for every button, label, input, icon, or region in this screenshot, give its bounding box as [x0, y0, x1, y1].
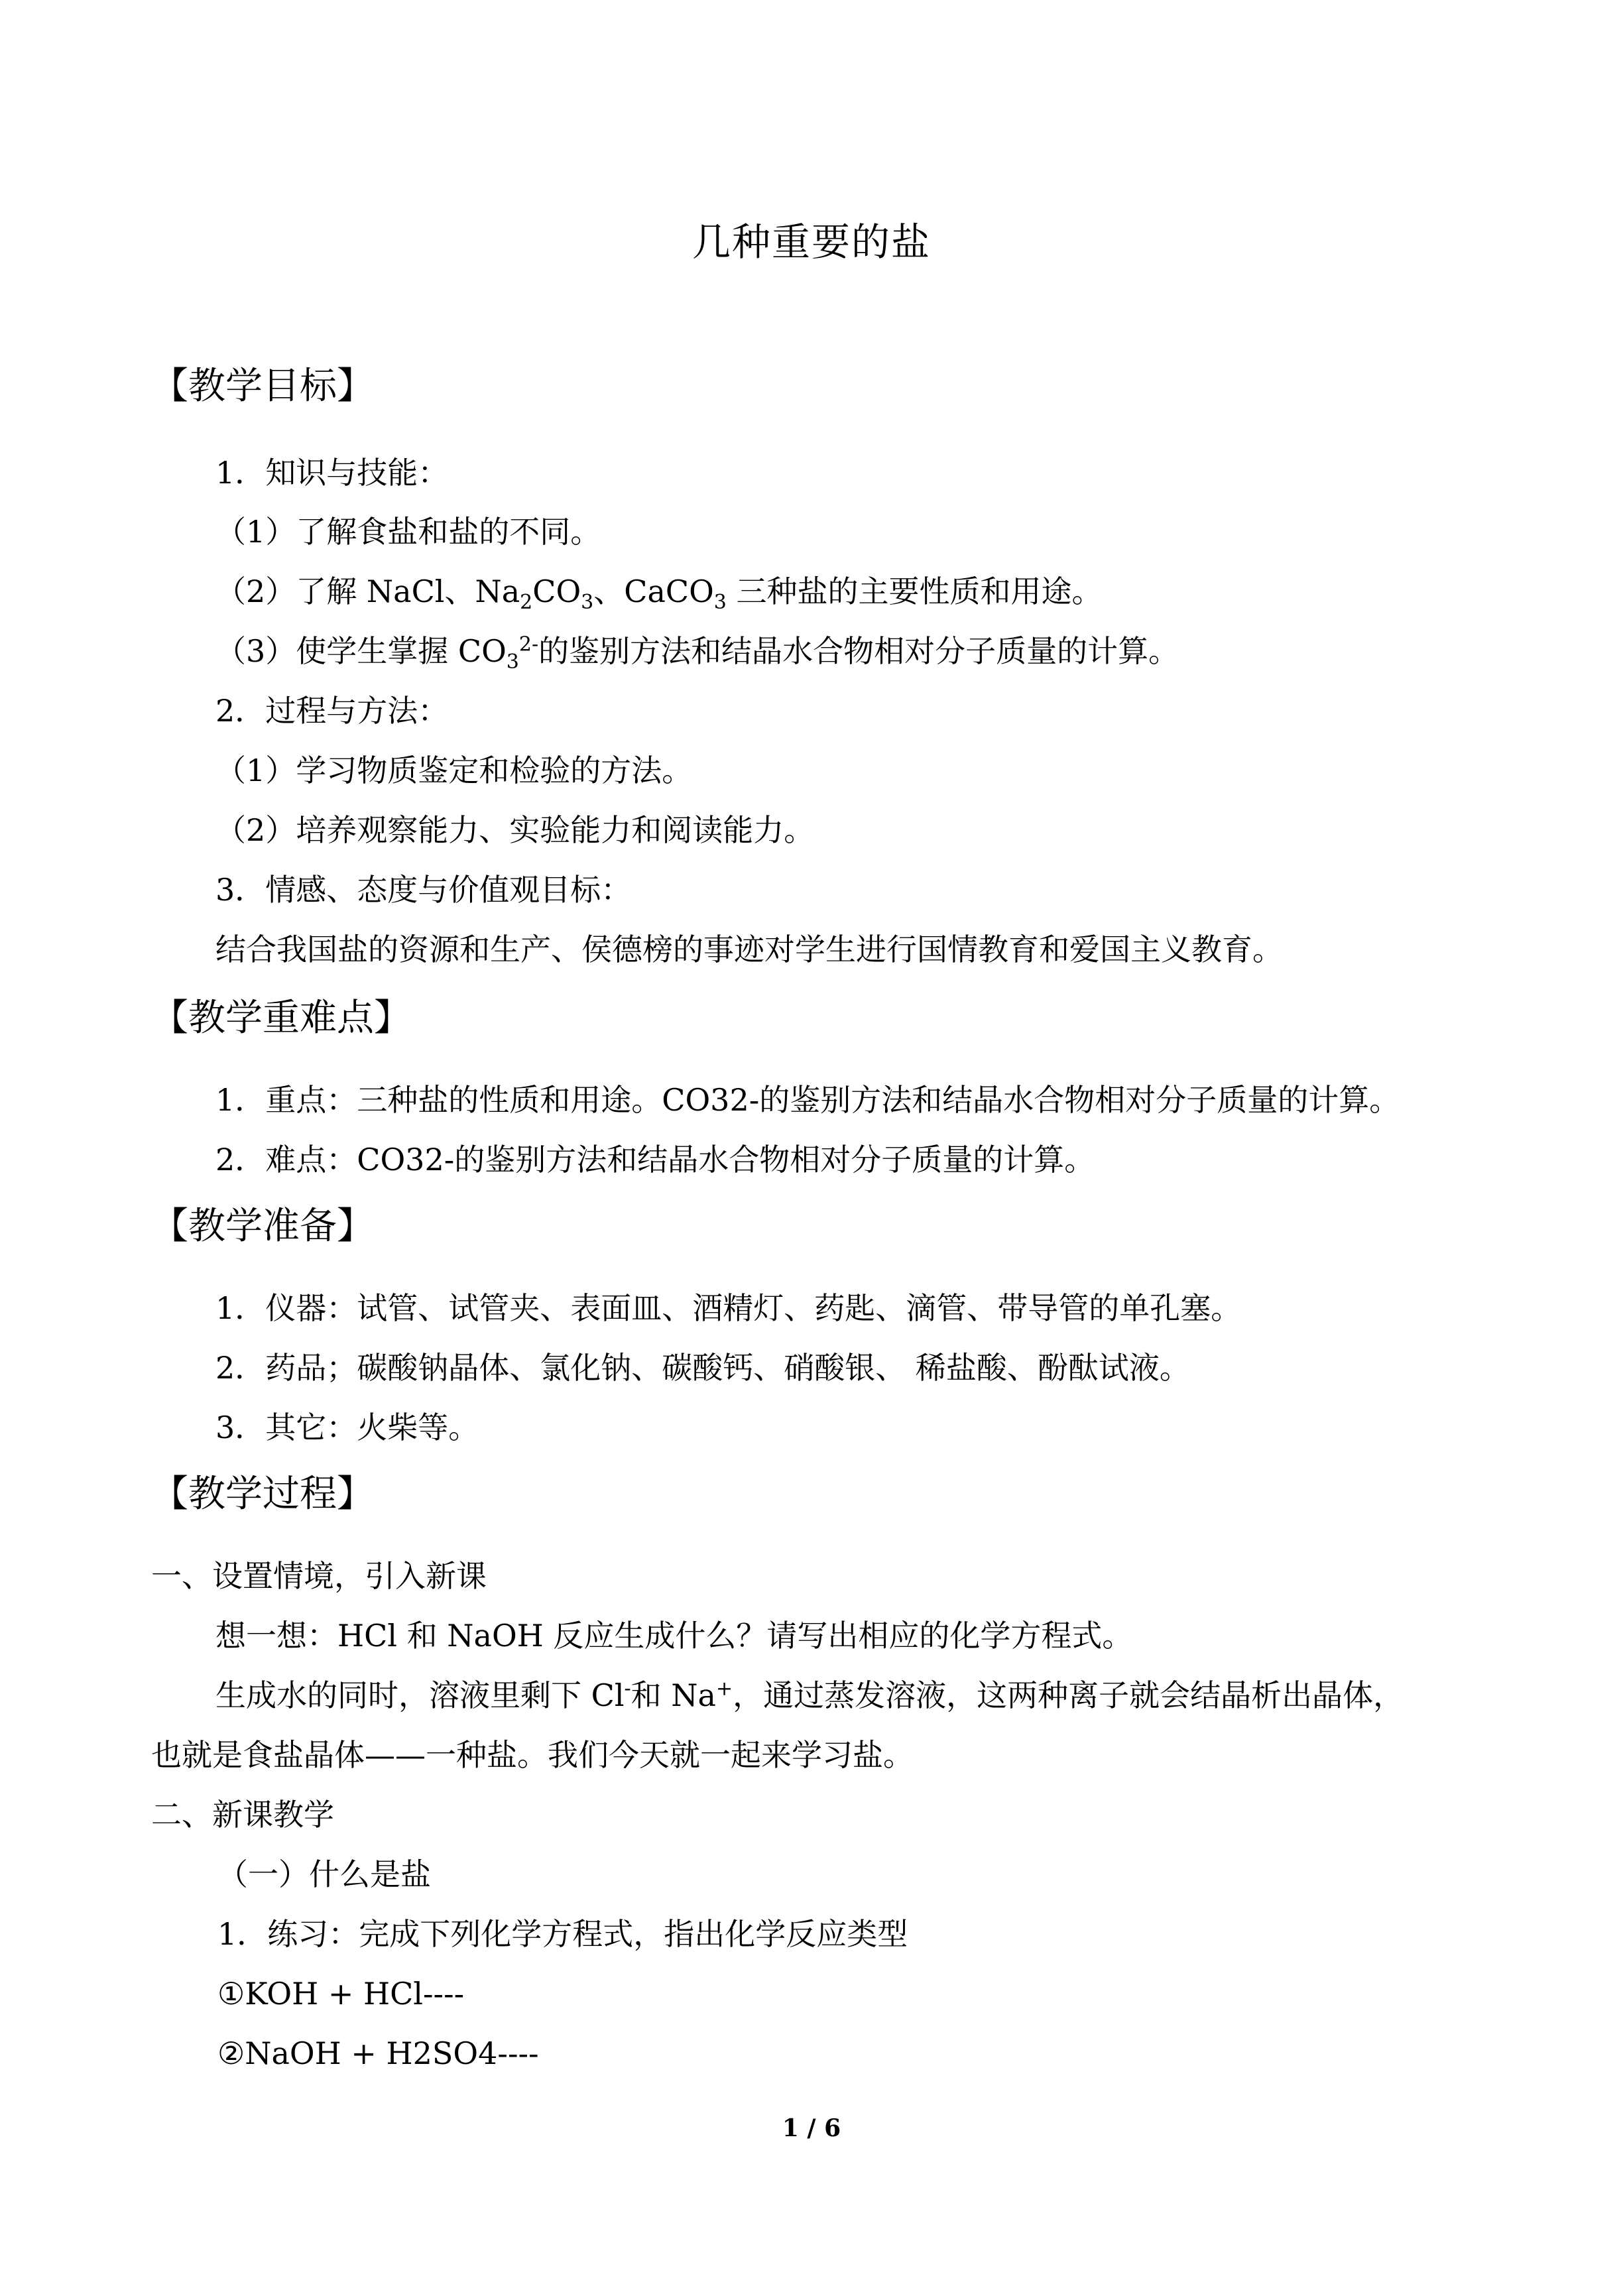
process-exercise: 1．练习：完成下列化学方程式，指出化学反应类型	[217, 1916, 908, 1952]
goal-item-2-2: （2）培养观察能力、实验能力和阅读能力。	[215, 812, 815, 848]
section-heading-goals: 【教学目标】	[151, 365, 374, 408]
goal-item-3-text: 结合我国盐的资源和生产、侯德榜的事迹对学生进行国情教育和爱国主义教育。	[215, 932, 1283, 967]
process-paragraph-cont: 也就是食盐晶体——一种盐。我们今天就一起来学习盐。	[151, 1737, 914, 1773]
goal-item-1-3: （3）使学生掌握 $CO_3^{2-}$的鉴别方法和结晶水合物相对分子质量的计算。	[215, 633, 1179, 674]
key-item-2: 2．难点：CO32-的鉴别方法和结晶水合物相对分子质量的计算。	[215, 1142, 1095, 1178]
process-subsection-1: （一）什么是盐	[217, 1856, 431, 1892]
process-paragraph: 生成水的同时，溶液里剩下 Cl-和 Na+，通过蒸发溶液，这两种离子就会结晶析出晶体，	[215, 1677, 1404, 1713]
section-heading-process: 【教学过程】	[151, 1473, 374, 1516]
prep-item-2: 2．药品；碳酸钠晶体、氯化钠、碳酸钙、硝酸银、 稀盐酸、酚酞试液。	[215, 1350, 1190, 1386]
prep-item-1: 1．仪器：试管、试管夹、表面皿、酒精灯、药匙、滴管、带导管的单孔塞。	[215, 1290, 1242, 1326]
section-heading-preparation: 【教学准备】	[151, 1205, 374, 1248]
goal-item-2: 2．过程与方法：	[215, 693, 449, 729]
page-number: 1 / 6	[782, 2114, 841, 2142]
key-item-1: 1．重点：三种盐的性质和用途。CO32-的鉴别方法和结晶水合物相对分子质量的计算。	[215, 1082, 1400, 1118]
goal-item-1: 1．知识与技能：	[215, 455, 449, 491]
goal-item-3: 3．情感、态度与价值观目标：	[215, 872, 632, 908]
section-heading-key-points: 【教学重难点】	[151, 997, 411, 1040]
prep-item-3: 3．其它：火柴等。	[215, 1410, 479, 1445]
process-think: 想一想：HCl 和 NaOH 反应生成什么？请写出相应的化学方程式。	[215, 1618, 1133, 1654]
page-title: 几种重要的盐	[691, 219, 931, 265]
goal-item-2-1: （1）学习物质鉴定和检验的方法。	[215, 753, 693, 788]
process-part-2: 二、新课教学	[151, 1797, 334, 1833]
goal-item-1-2: （2）了解 NaCl、$Na_2CO_3$、CaCO$_3$ 三种盐的主要性质和用途。	[215, 574, 1103, 615]
goal-item-1-1: （1）了解食盐和盐的不同。	[215, 514, 601, 550]
equation-1: ①KOH + HCl----	[217, 1976, 465, 2012]
process-part-1: 一、设置情境，引入新课	[151, 1558, 487, 1594]
equation-2: ②NaOH + H2SO4----	[217, 2035, 539, 2071]
